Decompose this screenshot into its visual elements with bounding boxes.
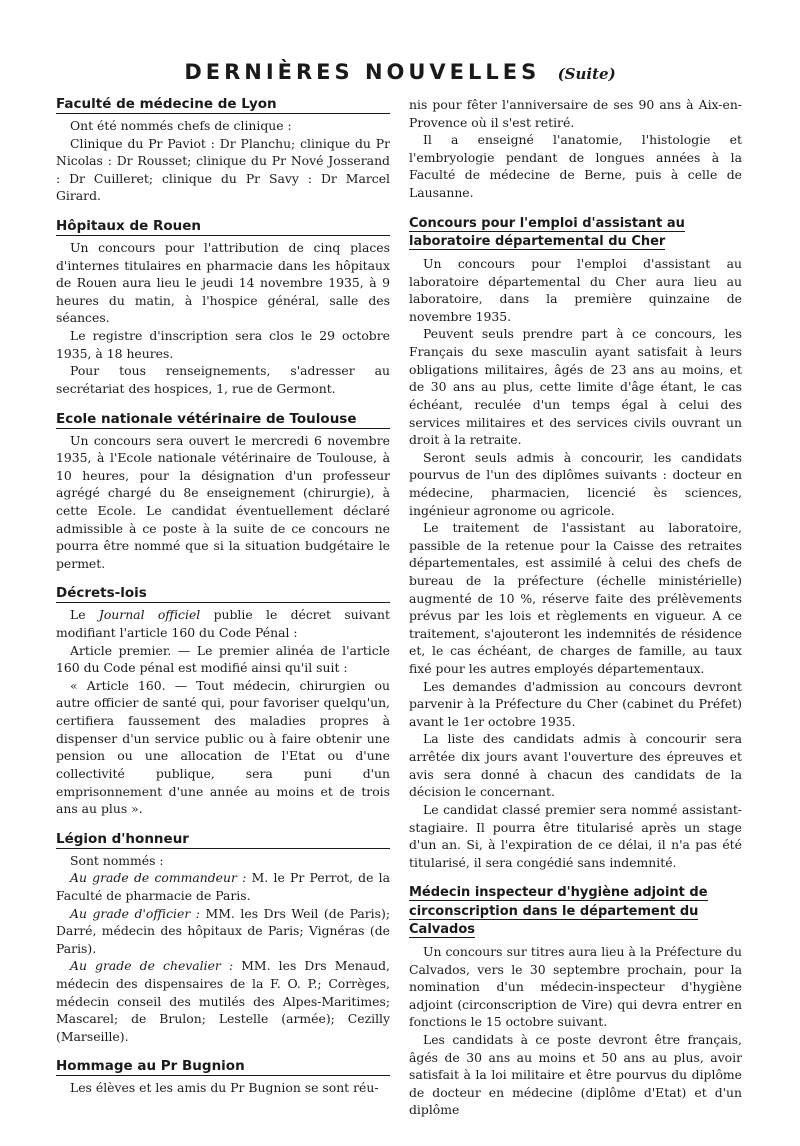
paragraph: Un concours sur titres aura lieu à la Préfecture du Calvados, vers le 30 septembre prochain, pour la nomination d'un médecin-inspecteur d'hygiène adjoint (circonscription de Vire) qui devra entrer en fonctions le 15 octobre suivant. [409,943,742,1030]
section-title [409,884,742,940]
paragraph: Sont nommés : [70,852,164,868]
paragraph: Les demandes d'admission au concours devront parvenir à la Préfecture du Cher (cabinet du Préfet) avant le 1er octobre 1935. [409,678,742,729]
section-title: Hommage au Pr Bugnion [56,1058,390,1076]
paragraph: Le traitement de l'assistant au laboratoire, passible de la retenue pour la Caisse des retraites départementales, est assimilé à celui des chefs de bureau de la préfecture (échelle ministérielle) augmenté de 10 %, réserve faite des prélèvements prévus par les lois et règlements en vigueur. A ce traitement, s'ajouteront les indemnités de résidence et, le cas échéant, de charges de famille, au taux fixé pour les autres employés départementaux. [409,520,742,677]
paragraph: Ont été nommés chefs de clinique : [70,118,292,133]
text-run: MM. les Drs Weil (de Paris); Darré, médecin des hôpitaux de Paris; Vignéras (de Paris). [56,905,390,956]
section-title [409,215,742,252]
section-legion-honneur [56,831,390,1046]
paragraph: Le candidat classé premier sera nommé assistant-stagiaire. Il pourra être titularisé après un stage d'un an. Si, à l'expiration de ce délai, il n'a pas été titularisé, il sera congédié sans indemnité. [409,801,742,870]
paragraph: Un concours sera ouvert le mercredi 6 novembre 1935, à l'Ecole nationale vétérinaire de Toulouse, à 10 heures, pour la désignation d'un professeur agrégé chargé du 8e enseignement (chirurgie), à cette Ecole. Le candidat éventuellement déclaré admissible à ce poste à la suite de ce concours ne pourra être nommé que si la situation budgétaire le permet. [56,432,390,571]
grade-label: Au grade de commandeur : [70,870,247,886]
journal-officiel-italic: Journal officiel [98,607,201,623]
paragraph: Article premier. — Le premier alinéa de l'article 160 du Code pénal est modifié ainsi qu'il suit : [56,642,390,676]
paragraph: Il a enseigné l'anatomie, l'histologie et l'embryologie pendant de longues années à la Faculté de médecine de Berne, puis à celle de Lausanne. [409,132,742,201]
section-title: Légion d'honneur [56,831,390,849]
paragraph: Les candidats à ce poste devront être français, âgés de 30 ans au moins et 50 ans au plus, avoir satisfait à la loi militaire et être pourvus du diplôme de docteur en médecine (diplôme d'Etat) et d'un diplôme [409,1031,742,1118]
text-run: MM. les Drs Menaud, médecin des dispensaires de la F. O. P.; Corrèges, médecin conseil des mutilés des Alpes-Maritimes; Mascarel; de Brulon; Lestelle (armée); Cezilly (Marseille). [56,958,390,1044]
section-title: Décrets-lois [56,585,390,603]
paragraph: Le registre d'inscription sera clos le 29 octobre 1935, à 18 heures. [56,328,390,361]
paragraph [56,869,390,904]
masthead-suite: (Suite) [557,65,616,83]
section-title-text: Concours pour l'emploi d'assistant au laboratoire départemental du Cher [409,215,685,249]
section-ecole-veterinaire [56,411,390,573]
paragraph: Un concours pour l'emploi d'assistant au laboratoire départemental du Cher aura lieu au laboratoire, dans la première quinzaine de novembre 1935. [409,256,742,324]
section-concours-assistant [409,215,742,872]
right-column [409,96,742,1132]
paragraph: La liste des candidats admis à concourir sera arrêtée dix jours avant l'ouverture des épreuves et avis sera donné à chacun des candidats de la décision le concernant. [409,731,742,800]
section-title-text: Médecin inspecteur d'hygiène adjoint de circonscription dans le département du Calvados [409,885,708,937]
masthead-title: DERNIÈRES NOUVELLES [184,60,541,84]
paragraph: Peuvent seuls prendre part à ce concours, les Français du sexe masculin ayant satisfait à leurs obligations militaires, âgés de 23 ans au moins, et de 30 ans au plus, cette limite d'âge étant, le cas échéant, reculée d'un temps égal à celui des services militaires et des services civils ouvrant un droit à la retraite. [409,326,742,448]
text-run: publie le décret suivant modifiant l'article 160 du Code Pénal : [56,607,390,641]
paragraph: Un concours pour l'attribution de cinq places d'internes titulaires en pharmacie dans les hôpitaux de Rouen aura lieu le jeudi 14 novembre 1935, à 9 heures du matin, à l'hospice général, salle des séances. [56,240,390,326]
section-bugnion-continued [409,96,742,202]
paragraph: nis pour fêter l'anniversaire de ses 90 ans à Aix-en-Provence où il s'est retiré. [409,97,742,130]
paragraph: Clinique du Pr Paviot : Dr Planchu; clinique du Pr Nicolas : Dr Rousset; clinique du Pr Nové Josserand : Dr Cuilleret; clinique du Pr Savy : Dr Marcel Girard. [56,135,390,204]
paragraph: « Article 160. — Tout médecin, chirurgien ou autre officier de santé qui, pour favoriser quelqu'un, certifiera faussement des maladies propres à dispenser d'un service public ou à faire obtenir une pension ou une allocation de l'Etat ou d'une collectivité publique, sera puni d'un emprisonnement d'une année au moins et de trois ans au plus ». [56,677,390,817]
paragraph [56,905,390,958]
paragraph: Pour tous renseignements, s'adresser au secrétariat des hospices, 1, rue de Germont. [56,363,390,396]
section-hopitaux-rouen [56,218,390,397]
section-title: Hôpitaux de Rouen [56,218,390,236]
grade-label: Au grade de chevalier : [70,958,234,974]
grade-label: Au grade d'officier : [70,905,200,921]
section-medecin-inspecteur [409,884,742,1119]
paragraph: Seront seuls admis à concourir, les candidats pourvus de l'un des diplômes suivants : docteur en médecine, pharmacien, licencié ès sciences, ingénieur agronome ou agricole. [409,449,742,518]
paragraph: Les élèves et les amis du Pr Bugnion se sont réu- [70,1080,379,1096]
paragraph [56,606,390,641]
section-decrets-lois [56,585,390,817]
text-run: M. le Pr Perrot, de la Faculté de pharmacie de Paris. [56,870,391,903]
masthead [0,60,800,84]
paragraph [56,957,390,1045]
section-title: Faculté de médecine de Lyon [56,96,390,114]
section-hommage-bugnion [56,1058,390,1097]
section-faculte-lyon [56,96,390,205]
text-run: Le [70,607,99,623]
section-title: Ecole nationale vétérinaire de Toulouse [56,411,390,429]
left-column [56,96,390,1110]
